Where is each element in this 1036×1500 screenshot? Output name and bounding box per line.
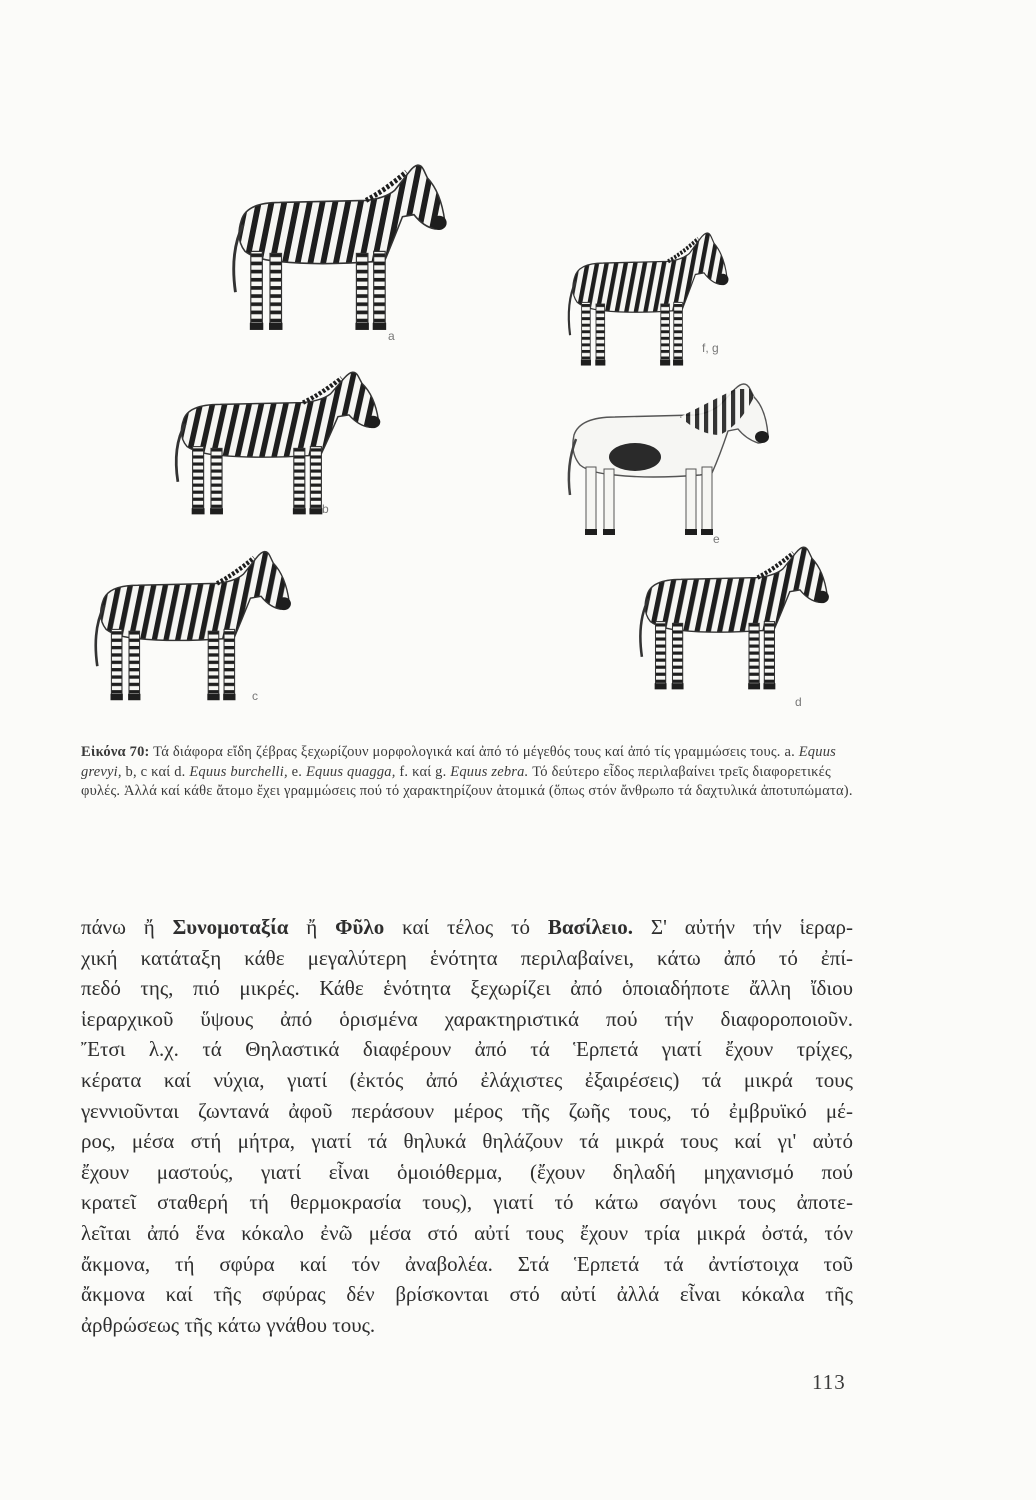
caption-species-burchelli: Equus burchelli, — [189, 763, 288, 780]
caption-text-3: e. — [287, 763, 306, 780]
label-fg: f, g — [702, 341, 719, 355]
term-synomotaxia: Συνομοταξία — [172, 915, 289, 939]
body-line-2: χική κατάταξη κάθε μεγαλύτερη ἑνότητα περιλαβαίνει, κάτω ἀπό τό ἐπί- — [81, 945, 853, 970]
body-line-9: ἔχουν μαστούς, γιατί εἶναι ὁμοιόθερμα, (ἔχουν δηλαδή μηχανισμό πού — [81, 1159, 853, 1184]
body-line-13: ἄκμονα καί τῆς σφύρας δέν βρίσκονται στό αὐτί ἀλλά εἶναι κόκαλα τῆς — [81, 1282, 853, 1307]
body-line-12: ἄκμονα, τή σφύρα καί τόν ἀναβολέα. Στά Ἑρπετά τά ἀντίστοιχα τοῦ — [81, 1251, 853, 1276]
term-fylo: Φῦλο — [335, 915, 385, 939]
page-number: 113 — [812, 1370, 846, 1394]
caption-species-quagga: Equus quagga, — [305, 763, 396, 780]
label-e: e — [713, 532, 720, 546]
zebra-c-burchelli — [96, 552, 291, 701]
body-line-7: γεννιοῦνται ζωντανά ἀφοῦ περάσουν μέρος τῆς ζωῆς τους, τό ἐμβρυϊκό μέ- — [81, 1098, 853, 1123]
zebra-illustrations — [0, 0, 1036, 740]
body-text-run: Σ' αὐτήν τήν ἱεραρ- — [633, 915, 853, 939]
zebra-figure — [0, 0, 1036, 740]
body-text-run: καί τέλος τό — [384, 915, 548, 939]
body-line-8: ρος, μέσα στή μήτρα, γιατί τά θηλυκά θηλάζουν τά μικρά τους καί γι' αὐτό — [81, 1129, 853, 1154]
caption-species-zebra: Equus zebra. — [450, 763, 529, 780]
body-line-10: κρατεῖ σταθερή τή θερμοκρασία τους), γιατί τό κάτω σαγόνι τους ἀποτε- — [81, 1190, 853, 1215]
body-line-5: Ἔτσι λ.χ. τά Θηλαστικά διαφέρουν ἀπό τά Ἑρπετά γιατί ἔχουν τρίχες, — [81, 1037, 853, 1062]
caption-text-2: b, c καί d. — [121, 763, 190, 780]
caption-lead: Εἰκόνα 70: — [81, 744, 150, 760]
caption-species-grevyi: Equus grevyi, — [81, 744, 836, 780]
label-a: a — [388, 329, 395, 343]
figure-caption — [81, 743, 853, 802]
zebra-e-quagga — [569, 384, 769, 535]
caption-text-5: Τό δεύτερο εἶδος περιλαβαίνει τρεῖς διαφορετικές φυλές. Ἀλλά καί κάθε ἄτομο ἔχει γραμμώσεις πού τό χαρακτηρίζουν ἀτομικά (ὅπως στόν ἄνθρωπο τά δαχτυλικά ἀποτυπώματα). — [81, 763, 853, 799]
caption-text-4: f. καί g. — [395, 763, 451, 780]
zebra-a-grevyi — [234, 165, 447, 330]
zebra-d-burchelli — [640, 547, 829, 689]
zebra-b-burchelli — [176, 372, 380, 514]
body-text-run: ἤ — [288, 915, 336, 939]
label-c: c — [252, 689, 258, 703]
caption-text-1: Τά διάφορα εἴδη ζέβρας ξεχωρίζουν μορφολογικά καί ἀπό τό μέγεθός τους καί ἀπό τίς γραμμώσεις τους. a. — [149, 744, 799, 760]
body-paragraph — [81, 912, 853, 1340]
body-line-4: ἱεραρχικοῦ ὕψους ἀπό ὁρισμένα χαρακτηριστικά πού τήν διαφοροποιοῦν. — [81, 1006, 853, 1031]
term-vasileio: Βασίλειο. — [547, 915, 634, 939]
body-text-run: πάνω ἤ — [81, 915, 173, 939]
label-b: b — [322, 502, 329, 516]
body-line-3: πεδό της, πιό μικρές. Κάθε ἑνότητα ξεχωρίζει ἀπό ὁποιαδήποτε ἄλλη ἴδιου — [81, 976, 853, 1001]
label-d: d — [795, 695, 802, 709]
body-line-11: λεῖται ἀπό ἕνα κόκαλο ἐνῶ μέσα στό αὐτί τους ἔχουν τρία μικρά ὀστά, τόν — [81, 1220, 853, 1245]
body-line-6: κέρατα καί νύχια, γιατί (ἐκτός ἀπό ἐλάχιστες ἐξαιρέσεις) τά μικρά τους — [81, 1067, 853, 1092]
body-line-1 — [81, 912, 853, 943]
body-line-14: ἀρθρώσεως τῆς κάτω γνάθου τους. — [81, 1312, 376, 1337]
